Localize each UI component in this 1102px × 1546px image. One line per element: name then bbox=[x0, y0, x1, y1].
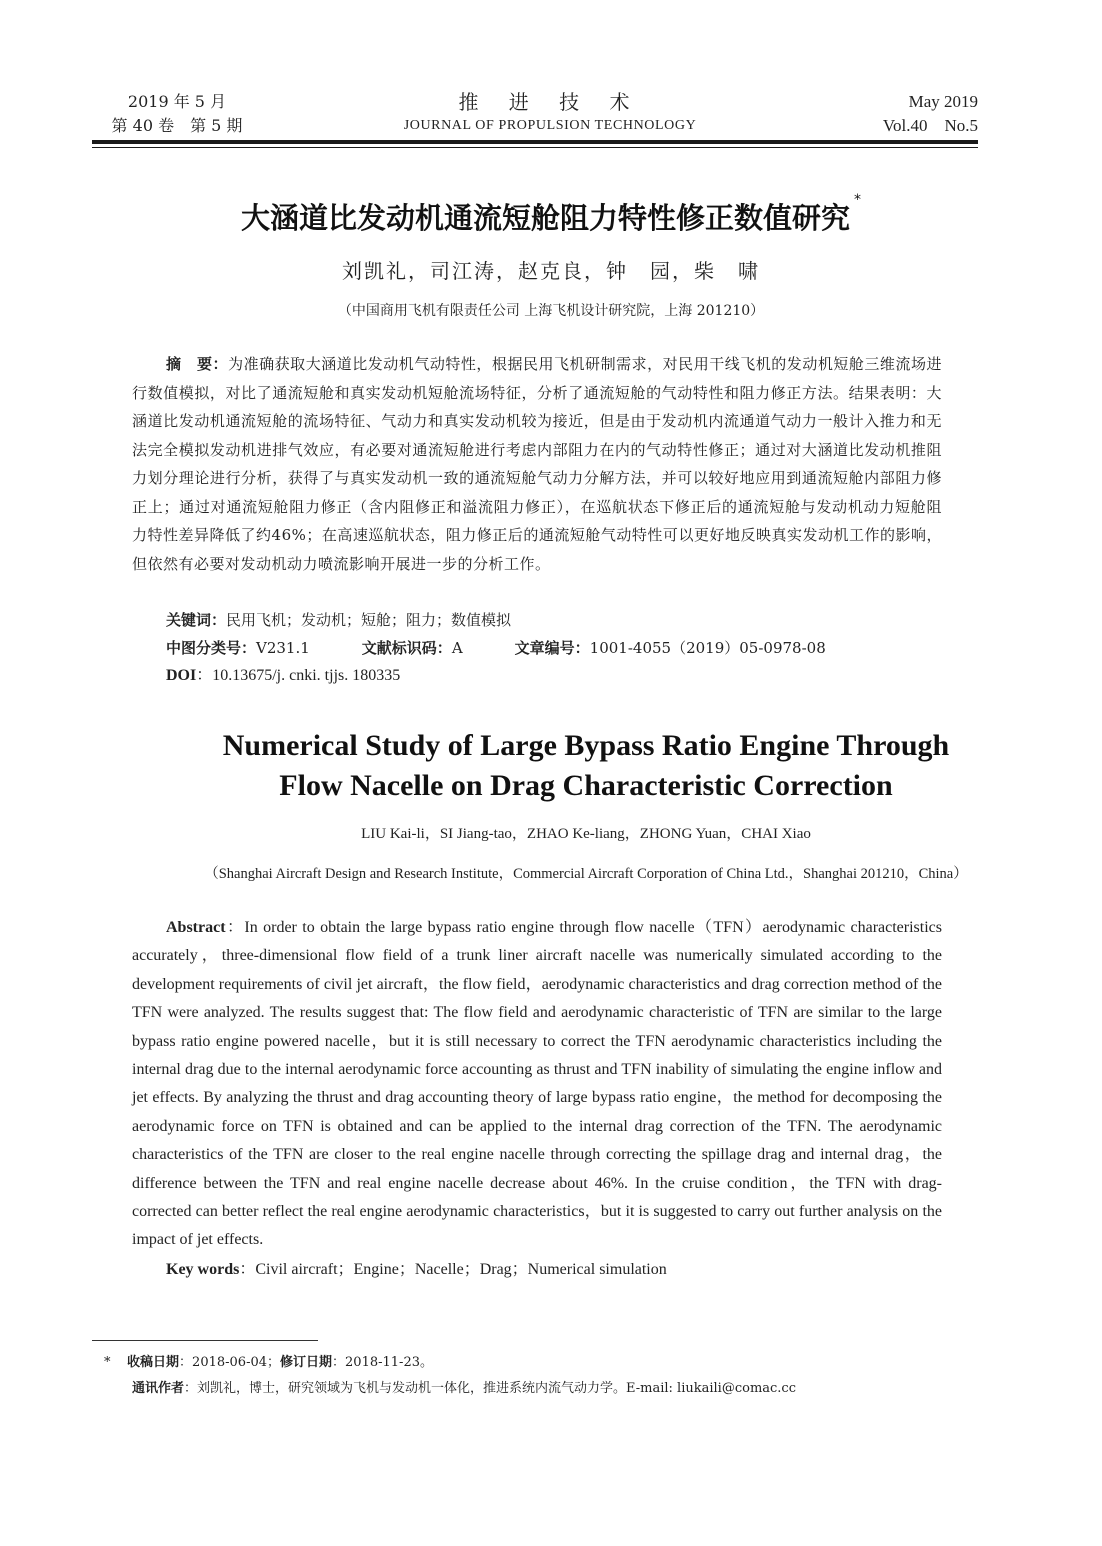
keywords-en-label: Key words bbox=[166, 1261, 240, 1278]
revised-date: ：2018-11-23。 bbox=[332, 1355, 433, 1370]
authors-cn: 刘凯礼，司江涛，赵克良，钟 园，柴 啸 bbox=[342, 259, 760, 283]
received-date: ：2018-06-04； bbox=[179, 1355, 281, 1370]
article-title-cn bbox=[92, 192, 1010, 237]
corresponding-text: ：刘凯礼，博士，研究领域为飞机与发动机一体化，推进系统内流气动力学。E-mail: liukaili@comac.cc bbox=[184, 1381, 796, 1396]
issue-date-en: May 2019 bbox=[908, 92, 978, 111]
header-rule-thick bbox=[92, 140, 978, 144]
title-footnote-mark: * bbox=[854, 192, 861, 208]
revised-label: 修订日期 bbox=[280, 1355, 333, 1370]
footnote-marker: * bbox=[104, 1355, 111, 1370]
keywords-cn-text: 民用飞机；发动机；短舱；阻力；数值模拟 bbox=[226, 611, 512, 629]
footnote-dates bbox=[104, 1352, 433, 1374]
footnote-rule bbox=[92, 1340, 318, 1341]
corresponding-label: 通讯作者 bbox=[132, 1381, 185, 1396]
doi-value: ：10.13675/j. cnki. tjjs. 180335 bbox=[196, 667, 401, 684]
abstract-en bbox=[132, 914, 942, 1255]
clc-value: V231.1 bbox=[256, 639, 310, 657]
abstract-en-label: Abstract bbox=[166, 919, 226, 936]
classification-line bbox=[166, 634, 946, 662]
affiliation-en: （Shanghai Aircraft Design and Research Institute，Commercial Aircraft Corporation of China Ltd.，Shanghai 201210，China） bbox=[204, 866, 968, 882]
title-en-line-1: Numerical Study of Large Bypass Ratio Engine Through bbox=[222, 729, 950, 762]
articleno-value: 1001-4055（2019）05-0978-08 bbox=[589, 639, 826, 657]
doi-label: DOI bbox=[166, 667, 197, 684]
doccode-value: A bbox=[451, 639, 463, 657]
abstract-en-text: ：In order to obtain the large bypass ratio engine through flow nacelle（TFN）aerodynamic characteristics accurately，three-dimensional flow field of a trunk liner aircraft nacelle was numerically simulated according to the development requirements of civil jet aircraft，the flow field，aerodynamic characteristics and drag correction method of the TFN were analyzed. The results suggest that: The flow field and aerodynamic characteristic of TFN are similar to the large bypass ratio engine powered nacelle，but it is still necessary to correct the TFN aerodynamic characteristics including the internal drag due to the internal aerodynamic force accounting as thrust and TFN inability of simulating the engine inflow and jet effects. By analyzing the thrust and drag accounting theory of large bypass ratio engine，the method for decomposing the aerodynamic force on TFN is obtained and can be applied to the internal drag correction of the TFN. The aerodynamic characteristics of the TFN are closer to the real engine nacelle through correcting the spillage drag and internal drag，the difference between the TFN and real engine nacelle decrease about 46%. In the cruise condition，the TFN with drag-corrected can better reflect the real engine aerodynamic characteristics，but it is suggested to carry out further analysis on the impact of jet effects. bbox=[132, 919, 942, 1249]
clc-label: 中图分类号： bbox=[166, 639, 257, 657]
title-en-line-2: Flow Nacelle on Drag Characteristic Correction bbox=[279, 769, 893, 802]
authors-en: LIU Kai-li，SI Jiang-tao，ZHAO Ke-liang，ZHONG Yuan，CHAI Xiao bbox=[361, 826, 811, 842]
keywords-en-text: ：Civil aircraft；Engine；Nacelle；Drag；Numerical simulation bbox=[239, 1261, 667, 1278]
keywords-cn bbox=[166, 606, 511, 634]
keywords-en bbox=[166, 1256, 667, 1284]
issue-date-cn: 2019 年 5 月 bbox=[127, 92, 227, 111]
received-label: 收稿日期 bbox=[127, 1355, 180, 1370]
abstract-cn-text: 为准确获取大涵道比发动机气动特性，根据民用飞机研制需求，对民用干线飞机的发动机短舱三维流场进行数值模拟，对比了通流短舱和真实发动机短舱流场特征，分析了通流短舱的气动特性和阻力修正方法。结果表明：大涵道比发动机通流短舱的流场特征、气动力和真实发动机较为接近，但是由于发动机内流通道气动力一般计入推力和无法完全模拟发动机进排气效应，有必要对通流短舱进行考虑内部阻力在内的气动特性修正；通过对大涵道比发动机推阻力划分理论进行分析，获得了与真实发动机一致的通流短舱气动力分解方法，并可以较好地应用到通流短舱内部阻力修正上；通过对通流短舱阻力修正（含内阻修正和溢流阻力修正），在巡航状态下修正后的通流短舱与发动机动力短舱阻力特性差异降低了约46%；在高速巡航状态，阻力修正后的通流短舱气动特性可以更好地反映真实发动机工作的影响，但依然有必要对发动机动力喷流影响开展进一步的分析工作。 bbox=[132, 355, 942, 573]
articleno-label: 文章编号： bbox=[514, 639, 590, 657]
keywords-cn-label: 关键词： bbox=[166, 611, 227, 629]
issue-volume-cn: 第 40 卷 第 5 期 bbox=[111, 116, 243, 135]
abstract-cn bbox=[132, 350, 942, 578]
footnote-corresponding bbox=[132, 1378, 796, 1400]
header-rule-thin bbox=[92, 147, 978, 148]
journal-name-cn: 推 进 技 术 bbox=[458, 90, 642, 114]
doccode-label: 文献标识码： bbox=[361, 639, 452, 657]
doi-line bbox=[166, 662, 400, 690]
title-cn-text: 大涵道比发动机通流短舱阻力特性修正数值研究 bbox=[240, 201, 850, 235]
header-journal bbox=[340, 88, 760, 136]
header-left bbox=[92, 90, 262, 138]
abstract-cn-label: 摘 要： bbox=[166, 355, 229, 373]
journal-name-en: JOURNAL OF PROPULSION TECHNOLOGY bbox=[403, 118, 697, 133]
issue-volume-en: Vol.40 No.5 bbox=[882, 116, 978, 135]
affiliation-cn: （中国商用飞机有限责任公司 上海飞机设计研究院，上海 201210） bbox=[337, 303, 765, 319]
header-right bbox=[860, 90, 978, 138]
article-title-en bbox=[92, 726, 1080, 806]
